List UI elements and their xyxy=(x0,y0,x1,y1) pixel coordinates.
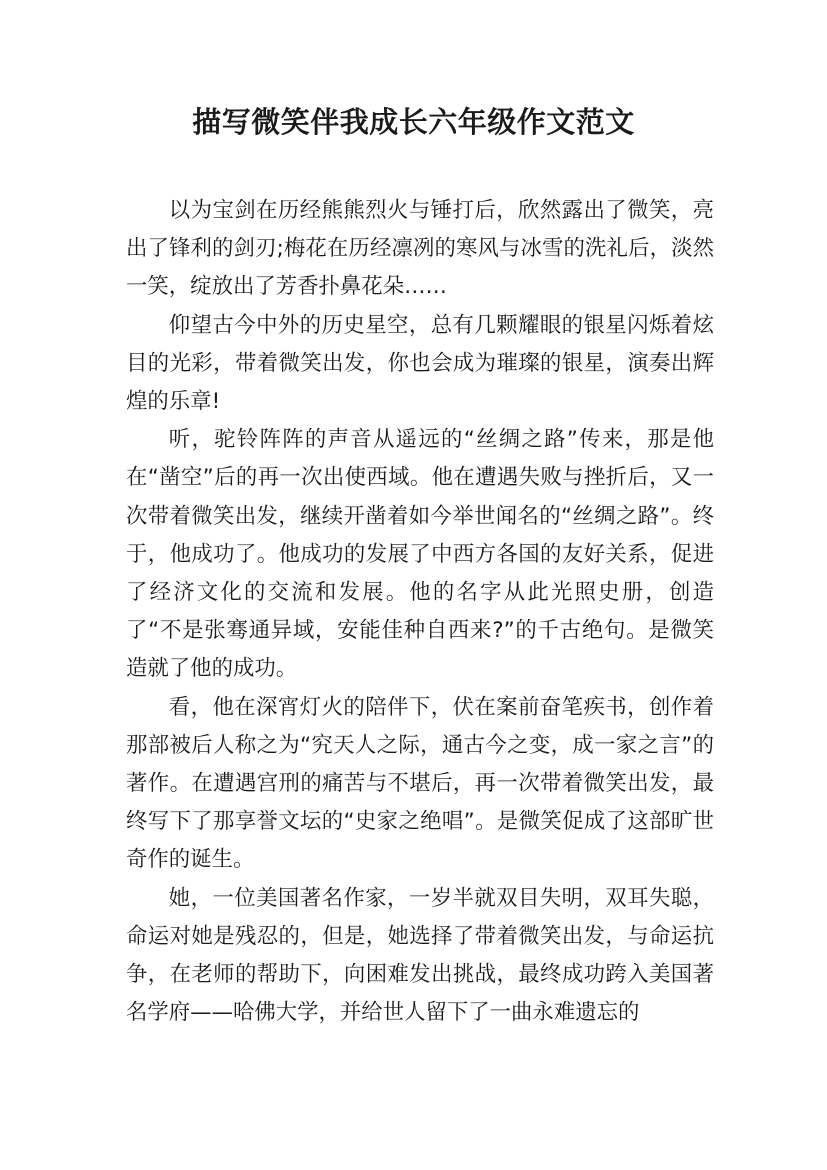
document-title: 描写微笑伴我成长六年级作文范文 xyxy=(192,105,635,139)
paragraph-3: 听，驼铃阵阵的声音从遥远的“丝绸之路”传来，那是他在“凿空”后的再一次出使西域。他在遭遇失败与挫折后，又一次带着微笑出发，继续开凿着如今举世闻名的“丝绸之路”。终于，他成功了。他成功的发展了中西方各国的友好关系，促进了经济文化的交流和发展。他的名字从此光照史册，创造了“不是张骞通异域，安能佳种自西来?”的千古绝句。是微笑造就了他的成功。 xyxy=(126,427,714,682)
document-body xyxy=(126,192,714,1032)
paragraph-5: 她，一位美国著名作家，一岁半就双目失明，双耳失聪，命运对她是残忍的，但是，她选择了带着微笑出发，与命运抗争，在老师的帮助下，向困难发出挑战，最终成功跨入美国著名学府——哈佛大学，并给世人留下了一曲永难遗忘的 xyxy=(126,885,714,1026)
paragraph-1: 以为宝剑在历经熊熊烈火与锤打后，欣然露出了微笑，亮出了锋利的剑刃;梅花在历经凛冽的寒风与冰雪的洗礼后，淡然一笑，绽放出了芳香扑鼻花朵…… xyxy=(126,198,714,300)
paragraph-2: 仰望古今中外的历史星空，总有几颗耀眼的银星闪烁着炫目的光彩，带着微笑出发，你也会成为璀璨的银星，演奏出辉煌的乐章! xyxy=(126,312,714,415)
paragraph-4: 看，他在深宵灯火的陪伴下，伏在案前奋笔疾书，创作着那部被后人称之为“究天人之际，通古今之变，成一家之言”的著作。在遭遇宫刑的痛苦与不堪后，再一次带着微笑出发，最终写下了那享誉文坛的“史家之绝唱”。是微笑促成了这部旷世奇作的诞生。 xyxy=(126,694,714,873)
